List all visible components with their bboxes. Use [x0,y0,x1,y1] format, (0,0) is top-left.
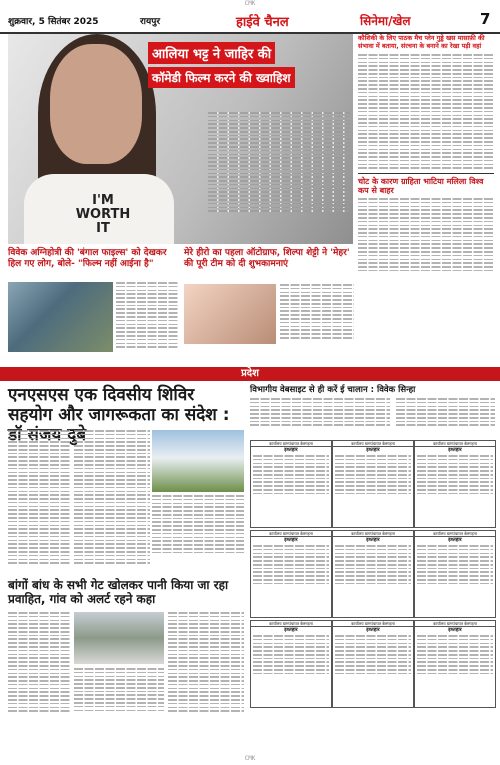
dam-headline: बांगों बांध के सभी गेट खोलकर पानी किया जा रहा प्रवाहित, गांव को अलर्ट रहने कहा [8,578,229,606]
nss-body-col2 [74,430,150,566]
ad-org: कार्यालय ग्रामपंचायत बेलगहना [333,441,413,447]
ad-org: कार्यालय ग्रामपंचायत बेलगहना [251,441,331,447]
vibhag-body-col1 [250,398,390,428]
ad-org: कार्यालय ग्रामपंचायत बेलगहना [333,621,413,627]
tee-print: I'M WORTH IT [75,193,131,236]
vivek-story-photo [8,282,113,352]
ad-body [333,633,413,679]
newspaper-brand: हाईवे चैनल [236,15,289,30]
lead-headline-line1: आलिया भट्ट ने जाहिर की [148,42,275,64]
nss-group-photo [152,430,244,492]
ad-title: इश्तहार [284,627,298,633]
dam-body-col2 [74,668,164,713]
page-header [0,10,500,34]
ad-body [415,453,495,499]
side-story-1-body [358,54,494,169]
mehar-story [184,248,354,270]
vivek-story [8,248,178,270]
ad-body [251,543,331,589]
section-name: सिनेमा/खेल [360,14,411,28]
ad-title: इश्तहार [366,627,380,633]
side-story-1-headline: कौशिकी के लिए पाठक मैच प्लेन गुड्डे खस मासाफ़ी की संभावा में बताया, संरचना के बनाने का रेखा पड़ी वहां [358,34,485,50]
classified-ad [332,440,414,528]
side-column [358,34,494,274]
classified-ad [414,530,496,618]
ad-title: इश्तहार [448,537,462,543]
side-story-2-body [358,198,494,271]
nss-body-col1 [8,430,70,566]
ad-title: इश्तहार [448,627,462,633]
classified-ad [332,620,414,708]
vivek-body [116,282,178,350]
portrait-face [50,44,142,164]
ad-title: इश्तहार [284,447,298,453]
registration-mark-top: CMK [244,0,256,7]
ad-org: कार्यालय ग्रामपंचायत बेलगहना [415,621,495,627]
vibhag-story [250,385,495,396]
ad-title: इश्तहार [366,537,380,543]
vibhag-headline: विभागीय वेबसाइट से ही करें ई चालान : विवेक सिन्हा [250,385,416,395]
ad-title: इश्तहार [284,537,298,543]
ad-title: इश्तहार [366,447,380,453]
ad-org: कार्यालय ग्रामपंचायत बेलगहना [251,531,331,537]
lead-headline-line2: कॉमेडी फिल्म करने की ख्वाहिश [148,67,295,88]
edition-city: रायपुर [140,17,161,27]
ad-body [333,543,413,589]
ad-body [251,453,331,499]
ad-org: कार्यालय ग्रामपंचायत बेलगहना [333,531,413,537]
registration-mark-bottom: CMK [244,755,256,762]
vivek-headline: विवेक अग्निहोत्री की 'बंगाल फाइल्स' को देखकर हिल गए लोग, बोले- "फिल्म नहीं आईना है" [8,248,167,269]
ad-body [415,543,495,589]
dam-story [8,578,244,606]
dam-body-col1 [8,612,70,714]
ad-org: कार्यालय ग्रामपंचायत बेलगहना [415,441,495,447]
ad-body [415,633,495,679]
classified-ad [414,620,496,708]
mehar-headline: मेरे हीरो का पहला ऑटोग्राफ, शिल्पा शेट्टी ने 'मेहर' की पूरी टीम को दी शुभकामनाएं [184,248,350,269]
classified-ad [250,440,332,528]
page-number: 7 [480,10,491,28]
lead-story [8,34,353,244]
mehar-story-photo [184,284,276,344]
classified-ad [332,530,414,618]
ad-org: कार्यालय ग्रामपंचायत बेलगहना [415,531,495,537]
classified-ad [414,440,496,528]
lead-body-text [208,112,350,214]
ad-title: इश्तहार [448,447,462,453]
vibhag-body-col2 [396,398,495,428]
dam-body-col3 [168,612,244,714]
ad-body [251,633,331,679]
ad-body [333,453,413,499]
ad-org: कार्यालय ग्रामपंचायत बेलगहना [251,621,331,627]
nss-body-col3 [152,495,244,556]
section-banner: प्रदेश [0,367,500,381]
nss-headline: एनएसएस एक दिवसीय शिविर सहयोग और जागरूकता का संदेश : [8,385,230,425]
side-story-2-headline: चोट के कारण ग्राहिता भाटिया मलिला विश्व कप से बाहर [358,177,484,196]
lead-headline [148,42,348,88]
issue-date: शुक्रवार, 5 सितंबर 2025 [8,17,99,27]
classified-ad [250,620,332,708]
classified-ad [250,530,332,618]
mehar-body [280,284,354,341]
dam-photo [74,612,164,664]
